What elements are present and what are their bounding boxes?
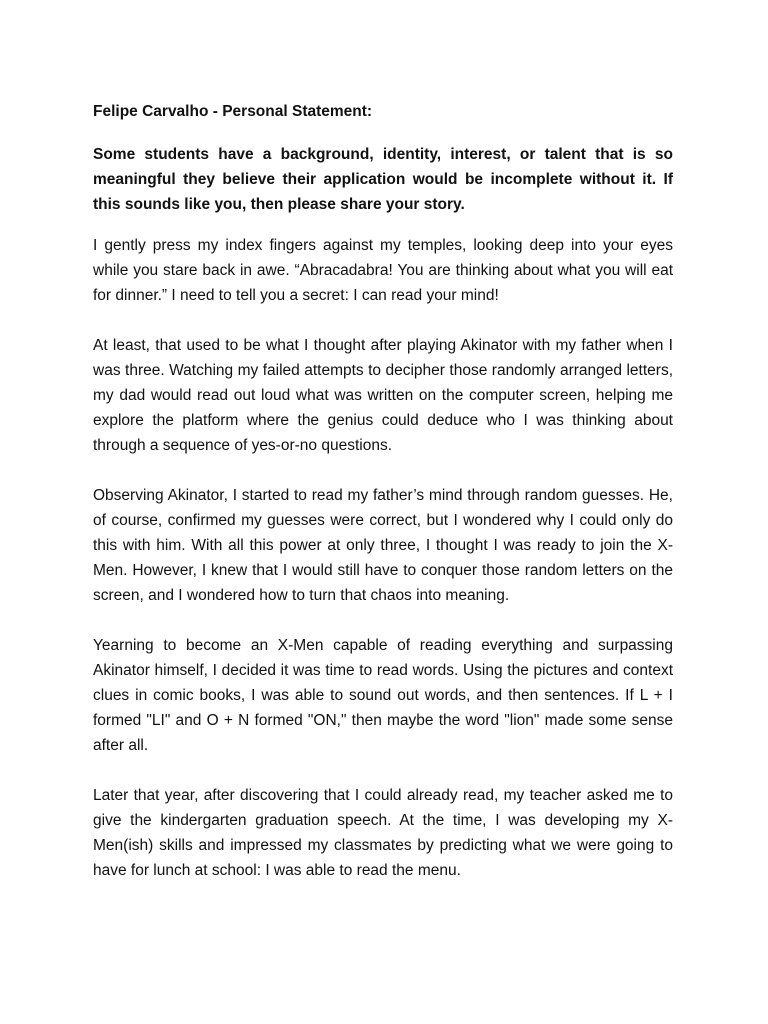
paragraph: Observing Akinator, I started to read my father’s mind through random guesses. He, of course, confirmed my guesses were correct, but I wondered why I could only do this with him. With all this power at only three, I thought I was ready to join the X-Men. However, I knew that I would still have to conquer those random letters on the screen, and I wondered how to turn that chaos into meaning. [93,487,673,604]
paragraph: At least, that used to be what I thought after playing Akinator with my father when I was three. Watching my failed attempts to decipher those randomly arranged letters, my dad would read out loud what was written on the computer screen, helping me explore the platform where the genius could deduce who I was thinking about through a sequence of yes-or-no questions. [93,337,673,454]
paragraph: Yearning to become an X-Men capable of reading everything and surpassing Akinator himself, I decided it was time to read words. Using the pictures and context clues in comic books, I was able to sound out words, and then sentences. If L + I formed "LI" and O + N formed "ON," then maybe the word "lion" made some sense after all. [93,637,673,754]
document-title: Felipe Carvalho - Personal Statement: [93,103,373,120]
document-body [93,99,673,883]
paragraph: I gently press my index fingers against my temples, looking deep into your eyes while you stare back in awe. “Abracadabra! You are thinking about what you will eat for dinner.” I need to tell you a secret: I can read your mind! [93,237,673,304]
paragraph: Later that year, after discovering that I could already read, my teacher asked me to give the kindergarten graduation speech. At the time, I was developing my X-Men(ish) skills and impressed my classmates by predicting what we were going to have for lunch at school: I was able to read the menu. [93,787,673,879]
essay-prompt: Some students have a background, identity, interest, or talent that is so meaningful they believe their application would be incomplete without it. If this sounds like you, then please share your story. [93,146,673,213]
